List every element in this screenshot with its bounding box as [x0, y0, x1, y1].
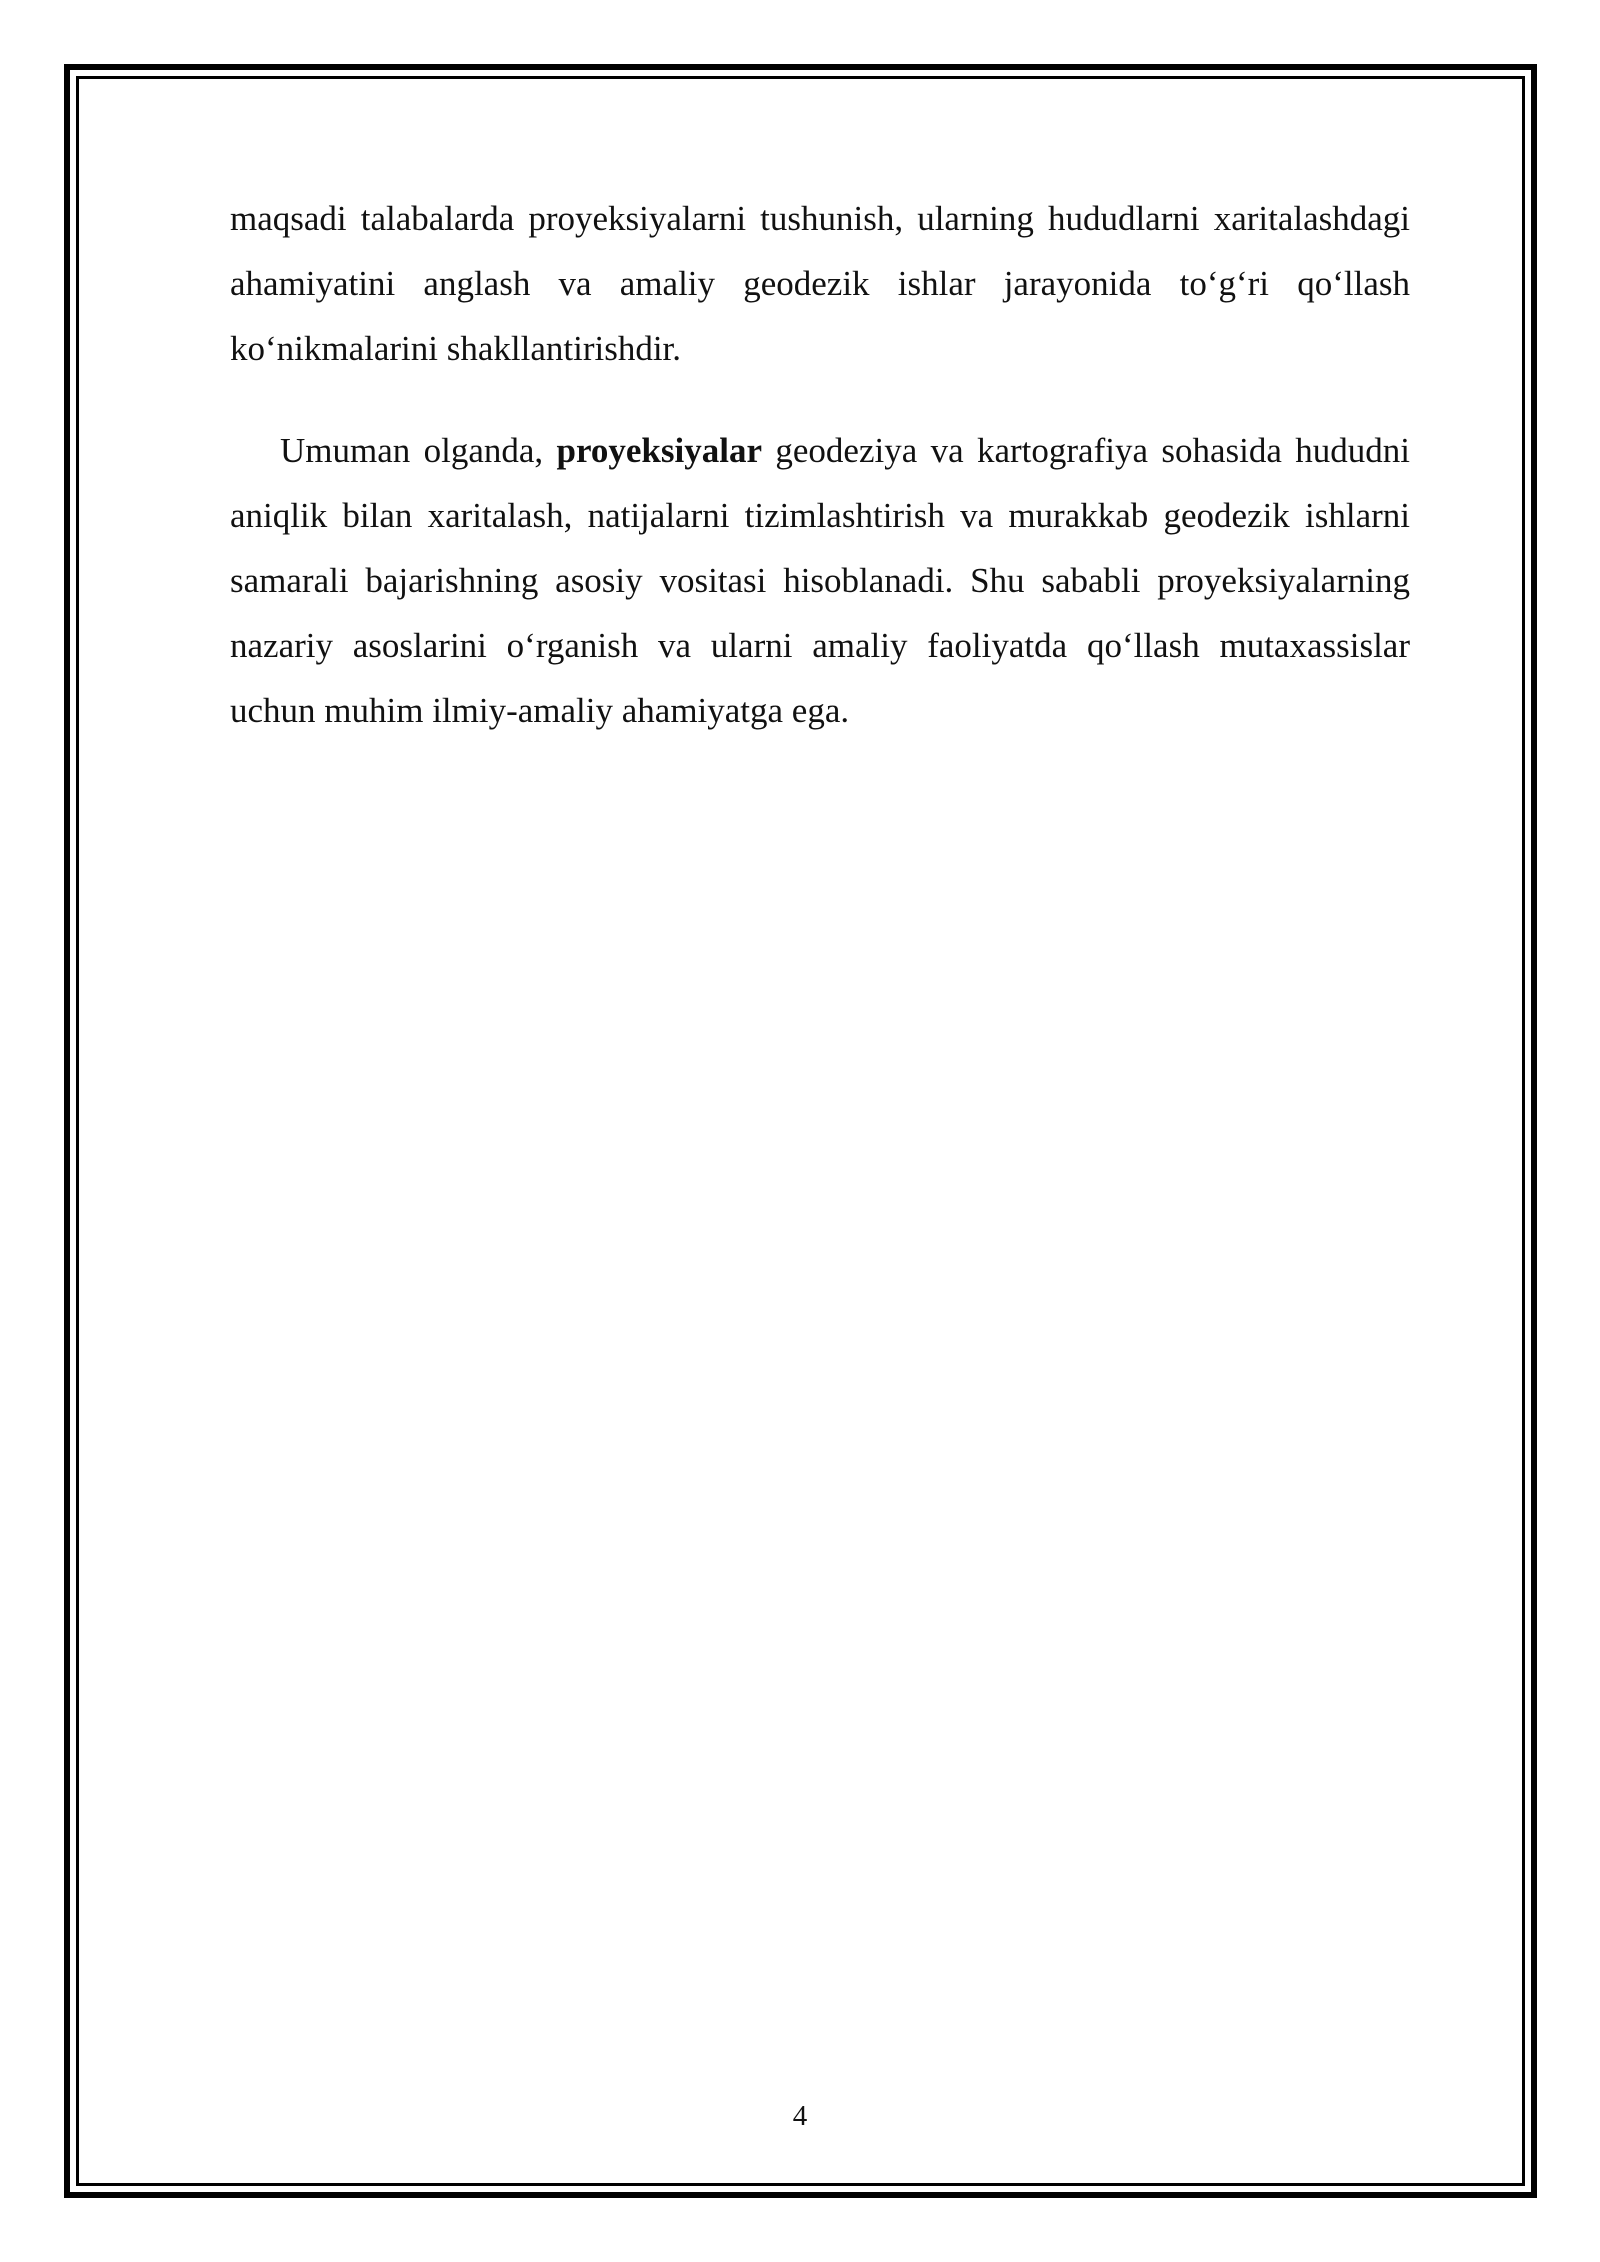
paragraph-2-intro: Umuman olganda,	[280, 431, 557, 470]
page-number: 4	[792, 2100, 808, 2132]
bold-term: proyeksiyalar	[556, 431, 763, 470]
page-content	[230, 186, 1410, 743]
paragraph-2	[230, 418, 1410, 743]
paragraph-2-body: geodeziya va kartografiya sohasida hududni aniqlik bilan xaritalash, natijalarni tizimlashtirish va murakkab geodezik ishlarni samarali bajarishning asosiy vositasi hisoblanadi. Shu sababli proyeksiyalarning nazariy asoslarini o‘rganish va ularni amaliy faoliyatda qo‘llash mutaxassislar uchun muhim ilmiy-amaliy ahamiyatga ega.	[230, 431, 1410, 730]
paragraph-1: maqsadi talabalarda proyeksiyalarni tushunish, ularning hududlarni xaritalashdagi ahamiyatini anglash va amaliy geodezik ishlar jarayonida to‘g‘ri qo‘llash ko‘nikmalarini shakllantirishdir.	[230, 199, 1410, 368]
